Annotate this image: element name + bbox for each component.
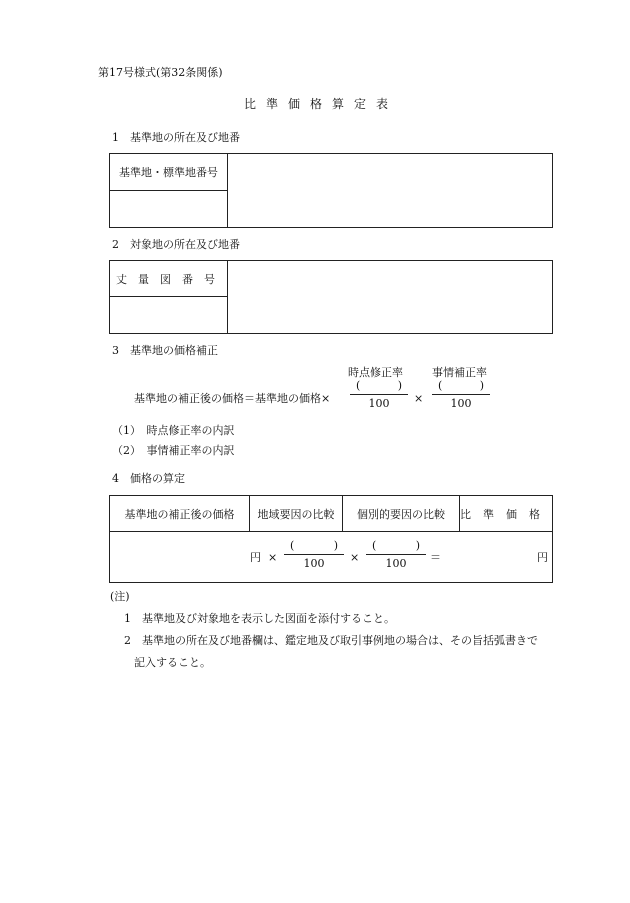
note-2-line-1: 2 基準地の所在及び地番欄は、鑑定地及び取引事例地の場合は、その旨括弧書きで (124, 634, 538, 647)
time-correction-rate-label: 時点修正率 (348, 366, 403, 379)
times-sign: × (350, 551, 360, 564)
section4-heading: 4 価格の算定 (112, 472, 185, 485)
section3-heading: 3 基準地の価格補正 (112, 344, 218, 357)
survey-map-number-label: 丈量図番号 (110, 261, 228, 297)
section2-heading: 2 対象地の所在及び地番 (112, 238, 240, 251)
regional-factor-fraction: ( ) 100 (284, 539, 344, 570)
equals-sign: ＝ (430, 551, 441, 564)
time-correction-breakdown: （1） 時点修正率の内訳 (112, 424, 235, 437)
notes-heading: (注) (110, 590, 130, 603)
header-regional-factor: 地域要因の比較 (250, 496, 343, 532)
form-number: 第17号様式(第32条関係) (98, 66, 223, 79)
section2-location-field[interactable] (228, 261, 553, 334)
price-calculation-table (109, 495, 553, 583)
section1-heading: 1 基準地の所在及び地番 (112, 131, 240, 144)
individual-factor-fraction: ( ) 100 (366, 539, 426, 570)
yen-unit-result: 円 (537, 551, 548, 564)
header-corrected-price: 基準地の補正後の価格 (110, 496, 250, 532)
note-2-line-2: 記入すること。 (134, 656, 211, 669)
section2-table (109, 260, 553, 334)
formula-lhs: 基準地の補正後の価格＝基準地の価格× (134, 392, 331, 405)
section1-location-field[interactable] (228, 154, 553, 228)
circumstance-correction-rate-label: 事情補正率 (432, 366, 487, 379)
time-correction-denominator: 100 (368, 397, 390, 410)
header-comparative-price: 比準価格 (460, 496, 553, 532)
circumstance-correction-breakdown: （2） 事情補正率の内訳 (112, 444, 235, 457)
station-number-label: 基準地・標準地番号 (110, 154, 228, 191)
times-sign: × (268, 551, 278, 564)
time-correction-fraction: ( ) 100 (350, 379, 408, 410)
circumstance-correction-fraction: ( ) 100 (432, 379, 490, 410)
station-number-field[interactable] (110, 191, 228, 228)
note-1: 1 基準地及び対象地を表示した図面を添付すること。 (124, 612, 395, 625)
header-individual-factor: 個別的要因の比較 (343, 496, 460, 532)
page-title: 比準価格算定表 (244, 97, 399, 111)
yen-unit: 円 (250, 551, 261, 564)
section1-table (109, 153, 553, 228)
circumstance-correction-denominator: 100 (450, 397, 472, 410)
survey-map-number-field[interactable] (110, 297, 228, 334)
calculation-row[interactable] (110, 532, 553, 583)
times-sign: × (414, 392, 424, 405)
